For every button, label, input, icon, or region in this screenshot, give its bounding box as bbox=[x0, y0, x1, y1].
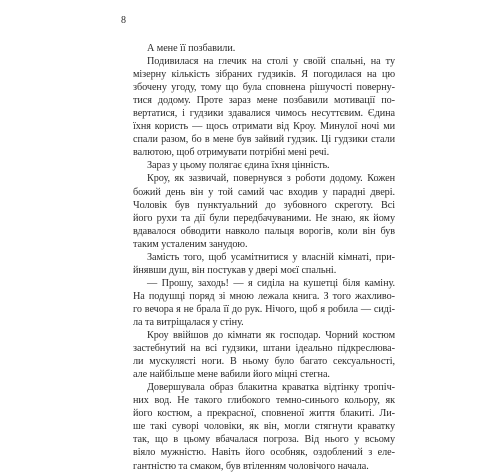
text-line: А мене її позбавили. bbox=[147, 43, 236, 54]
paragraph bbox=[133, 251, 395, 277]
text-line: валютою, щоб отримувати потрібні мені речі. bbox=[133, 147, 330, 159]
text-line: вдавалося обводити навколо пальця ворогів, коли він був bbox=[133, 225, 395, 237]
text-line: Чоловік був пунктуальний до зубовного скреготу. Всі bbox=[133, 199, 395, 211]
page-number: 8 bbox=[121, 15, 126, 26]
text-line: збочену угоду, тому що була сповнена рішучості поверну- bbox=[133, 82, 395, 94]
text-line: Зараз у цьому полягає єдина їхня цінність. bbox=[147, 160, 330, 172]
text-line: його рухи та дії були передбачуваними. Не знаю, як йому bbox=[133, 212, 395, 224]
body-text bbox=[133, 42, 395, 473]
paragraph bbox=[133, 172, 395, 250]
paragraph bbox=[133, 55, 395, 159]
text-line: ше такі суворі чоловіки, як він, могли стягнути краватку bbox=[133, 421, 395, 433]
text-line: гантністю та смаком, був втіленням чоловічого начала. bbox=[133, 460, 369, 472]
text-line: але найбільше мене вабили його міцні стегна. bbox=[133, 369, 330, 381]
text-line: божий день він у той самий час входив у парадні двері. bbox=[133, 186, 395, 198]
paragraph bbox=[133, 329, 395, 381]
paragraph bbox=[133, 277, 395, 329]
paragraph bbox=[133, 42, 395, 55]
text-line: Замість того, щоб усамітнитися у власній кімнаті, при- bbox=[147, 251, 395, 263]
text-line: тися додому. Проте зараз мене позбавили мотивації по- bbox=[133, 95, 395, 107]
text-line: їхня користь — щось отримати від Кроу. Минулої ночі ми bbox=[133, 121, 395, 133]
text-line: ли мускулясті ноги. В ньому було багато сексуальності, bbox=[133, 356, 395, 368]
text-line: — Прошу, заходь! — я сиділа на кушетці біля каміну. bbox=[147, 277, 395, 289]
text-line: йнявши душ, він постукав у двері моєї спальні. bbox=[133, 264, 337, 276]
text-line: спали разом, бо в мене був зайвий гудзик. Ці гудзики стали bbox=[133, 134, 395, 146]
text-line: Довершувала образ блакитна краватка відтінку тропіч- bbox=[147, 382, 395, 394]
text-line: ла та витріщалася у стіну. bbox=[133, 316, 244, 328]
text-line: них вод. Не такого глибокого темно-синього кольору, як bbox=[133, 395, 395, 407]
paragraph bbox=[133, 159, 395, 172]
paragraph bbox=[133, 381, 395, 472]
text-line: го вечора я не брала її до рук. Нічого, щоб я робила — сиді- bbox=[133, 303, 395, 315]
text-line: віяло мужністю. Навіть його особняк, оздоблений з еле- bbox=[133, 447, 395, 459]
text-line: таким усталеним занудою. bbox=[133, 238, 248, 250]
text-line: мізерну кількість зібраних гудзиків. Я погодилася на цю bbox=[133, 69, 395, 81]
text-line: Подивилася на глечик на столі у своїй спальні, на ту bbox=[147, 56, 395, 68]
text-line: На подушці поряд зі мною лежала книга. З того жахливо- bbox=[133, 290, 395, 302]
text-line: Кроу, як зазвичай, повернувся з роботи додому. Кожен bbox=[147, 173, 395, 185]
text-line: його костюм, а прекрасної, сповненої життя блакиті. Ли- bbox=[133, 408, 395, 420]
text-line: Кроу ввійшов до кімнати як господар. Чорний костюм bbox=[147, 330, 395, 342]
text-line: вертатися, і гудзики здавалися чимось несуттєвим. Єдина bbox=[133, 108, 395, 120]
text-line: так, що в цьому вбачалася погроза. Від нього у всьому bbox=[133, 434, 395, 446]
text-line: застебнутий на всі гудзики, штани ідеально підкреслюва- bbox=[133, 343, 395, 355]
